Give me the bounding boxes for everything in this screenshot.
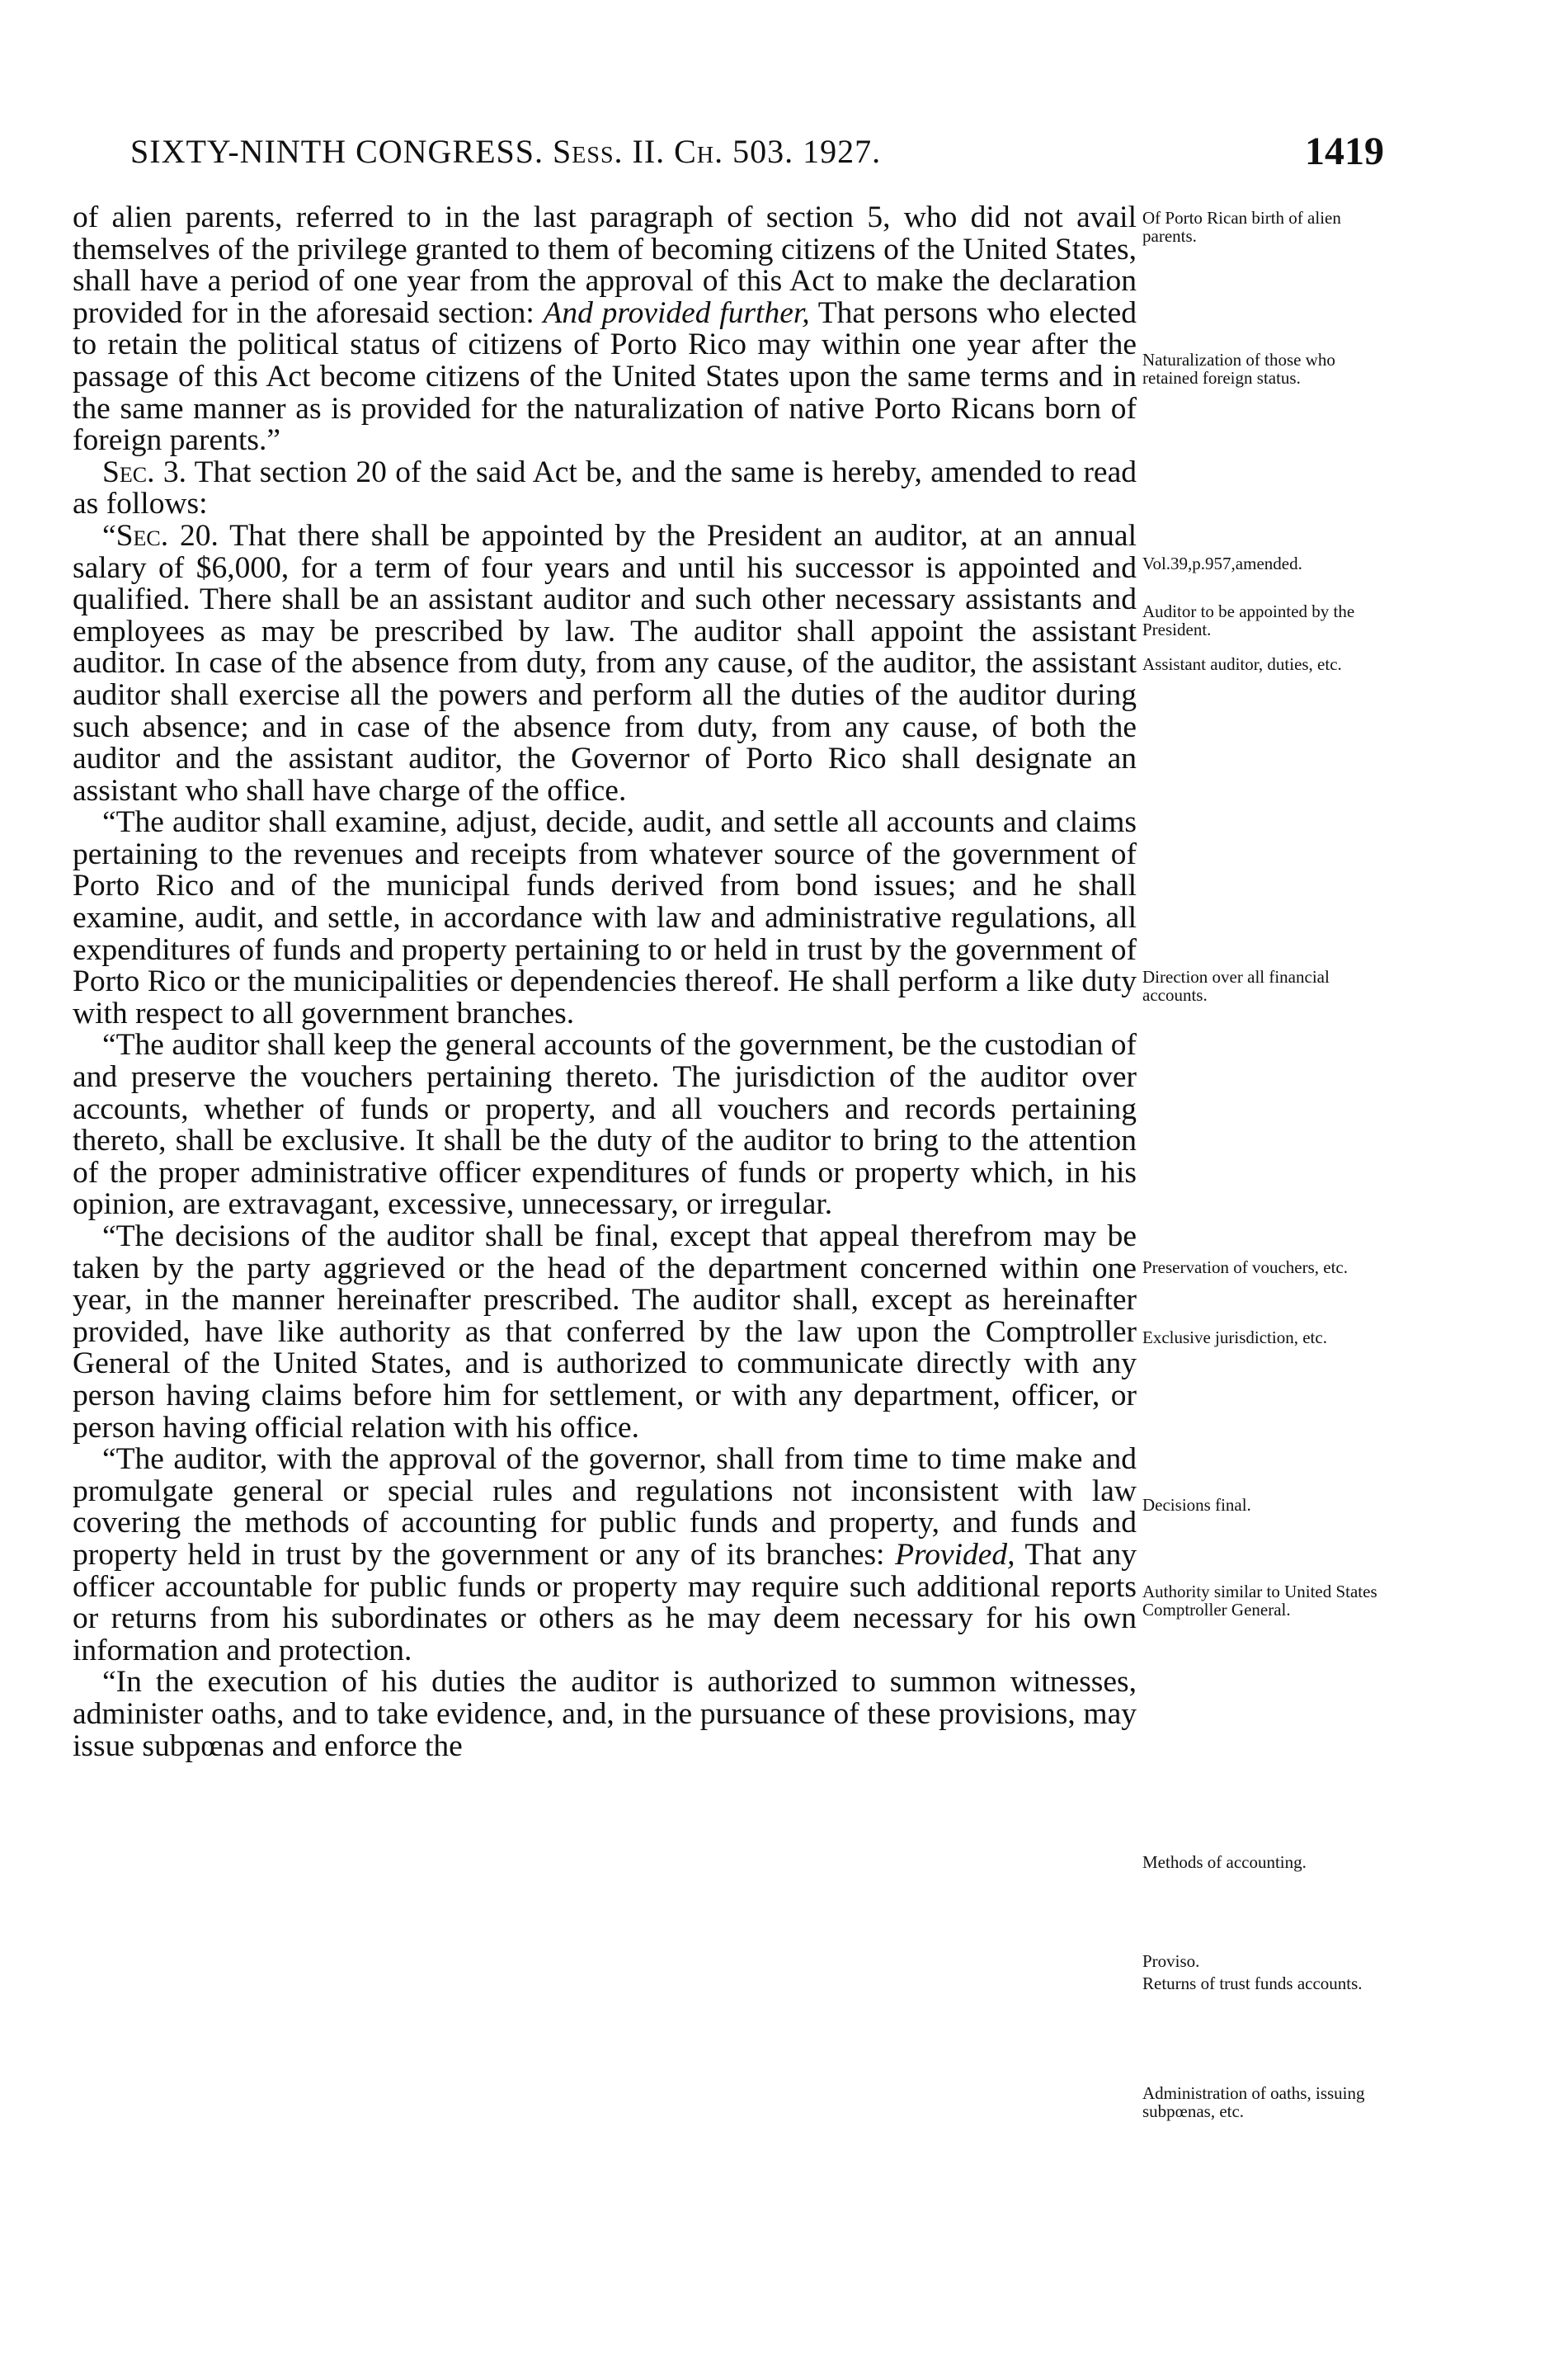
margin-note-oaths-subpoenas: Administration of oaths, issuing subpœnas, etc. bbox=[1142, 2083, 1365, 2121]
margin-note-vol-39: Vol.39,p.957,amended. bbox=[1142, 554, 1302, 573]
page-number: 1419 bbox=[1305, 130, 1384, 173]
section-label-sec-3: Sec. 3. bbox=[102, 455, 186, 489]
margin-note-accounting-methods: Methods of accounting. bbox=[1142, 1852, 1307, 1872]
paragraph-general-accounts: “The auditor shall keep the general accounts of the government, be the custodian of and preserve the vouchers pertaining thereto. The jurisdiction of the auditor over accounts, whether of funds or property, and all vouchers and records pertaining thereto, shall be exclusive. It shall be the duty of the auditor to bring to the attention of the proper administrative officer expenditures of funds or property which, in his opinion, are extravagant, excessive, unnecessary, or irregular. bbox=[73, 1028, 1137, 1222]
margin-note-vouchers: Preservation of vouchers, etc. bbox=[1142, 1257, 1348, 1277]
running-head-chapter-year: 503. 1927. bbox=[732, 133, 882, 170]
running-head-sess: Sess. bbox=[553, 133, 624, 170]
section-label-sec-20: “Sec. 20. bbox=[102, 518, 219, 553]
margin-note-trust-funds: Returns of trust funds accounts. bbox=[1142, 1973, 1363, 1993]
margin-note-alien-parents: Of Porto Rican birth of alien parents. bbox=[1142, 208, 1341, 246]
paragraph-rules-rest: That any officer accountable for public funds or property may require such additional reports or returns from his subordinates or others as he may deem necessary for his own information and protection. bbox=[73, 1537, 1137, 1667]
paragraph-sec-3 bbox=[73, 457, 1137, 521]
paragraph-rules bbox=[73, 1444, 1137, 1667]
paragraph-1 bbox=[73, 202, 1137, 457]
margin-note-exclusive-jurisdiction: Exclusive jurisdiction, etc. bbox=[1142, 1327, 1327, 1347]
margin-note-proviso: Proviso. bbox=[1142, 1951, 1200, 1971]
paragraph-rules-text: “The auditor, with the approval of the governor, shall from time to time make and promulgate general or special rules and regulations not inconsistent with law covering the methods of accounting for public funds and property, and funds and property held in trust by the government or any of its branches: bbox=[73, 1442, 1137, 1572]
running-header bbox=[130, 132, 1384, 182]
margin-note-decisions-final: Decisions final. bbox=[1142, 1495, 1251, 1515]
margin-note-auditor-appointed: Auditor to be appointed by the President. bbox=[1142, 601, 1355, 639]
paragraph-sec-20-text: That there shall be appointed by the President an auditor, at an annual salary of $6,000, for a term of four years and until his successor is appointed and qualified. There shall be an assistant auditor and such other necessary assistants and employees as may be prescribed by law. The auditor shall appoint the assistant auditor. In case of the absence from duty, from any cause, of the auditor, the assistant auditor shall exercise all the powers and perform all the duties of the auditor during such absence; and in case of the absence from duty, from any cause, of both the auditor and the assistant auditor, the Governor of Porto Rico shall designate an assistant who shall have charge of the office. bbox=[73, 518, 1137, 808]
margin-note-financial-accounts: Direction over all financial accounts. bbox=[1142, 967, 1330, 1005]
body-text bbox=[73, 202, 1137, 1762]
paragraph-sec-20 bbox=[73, 518, 1137, 808]
paragraph-1-rest: That persons who elected to retain the political status of citizens of Porto Rico may within one year after the passage of this Act become citizens of the United States upon the same terms and in the same manner as is provided for the naturalization of native Porto Ricans born of foreign parents.” bbox=[73, 295, 1137, 458]
running-head bbox=[130, 132, 881, 171]
margin-note-assistant-auditor: Assistant auditor, duties, etc. bbox=[1142, 654, 1342, 674]
paragraph-examine-accounts: “The auditor shall examine, adjust, decide, audit, and settle all accounts and claims pertaining to the revenues and receipts from whatever source of the government of Porto Rico and of the municipal funds derived from bond issues; and he shall examine, audit, and settle, in accordance with law and administrative regulations, all expenditures of funds and property pertaining to or held in trust by the government of Porto Rico or the municipalities or dependencies thereof. He shall perform a like duty with respect to all government branches. bbox=[73, 805, 1137, 1030]
paragraph-decisions: “The decisions of the auditor shall be final, except that appeal therefrom may be taken by the party aggrieved or the head of the department concerned within one year, in the manner hereinafter prescribed. The auditor shall, except as hereinafter provided, have like authority as that conferred by the law upon the Comptroller General of the United States, and is authorized to communicate directly with any person having claims before him for settlement, or with any department, officer, or person having official relation with his office. bbox=[73, 1219, 1137, 1445]
margin-note-comptroller: Authority similar to United States Comptroller General. bbox=[1142, 1582, 1377, 1620]
margin-note-naturalization: Naturalization of those who retained foreign status. bbox=[1142, 350, 1335, 388]
running-head-session: II. bbox=[632, 133, 666, 170]
paragraph-summon: “In the execution of his duties the auditor is authorized to summon witnesses, administer oaths, and to take evidence, and, in the pursuance of these provisions, may issue subpœnas and enforce the bbox=[73, 1665, 1137, 1763]
running-head-congress: SIXTY-NINTH CONGRESS. bbox=[130, 133, 544, 170]
paragraph-1-text: of alien parents, referred to in the last paragraph of section 5, who did not avail themselves of the privilege granted to them of becoming citizens of the United States, shall have a period of one year from the approval of this Act to make the declaration provided for in the aforesaid section: bbox=[73, 200, 1137, 330]
paragraph-1-italic: And provided further, bbox=[543, 295, 810, 330]
paragraph-sec-3-text: That section 20 of the said Act be, and the same is hereby, amended to read as follows: bbox=[73, 455, 1137, 521]
running-head-ch: Ch. bbox=[674, 133, 724, 170]
paragraph-rules-italic: Provided, bbox=[895, 1537, 1015, 1572]
